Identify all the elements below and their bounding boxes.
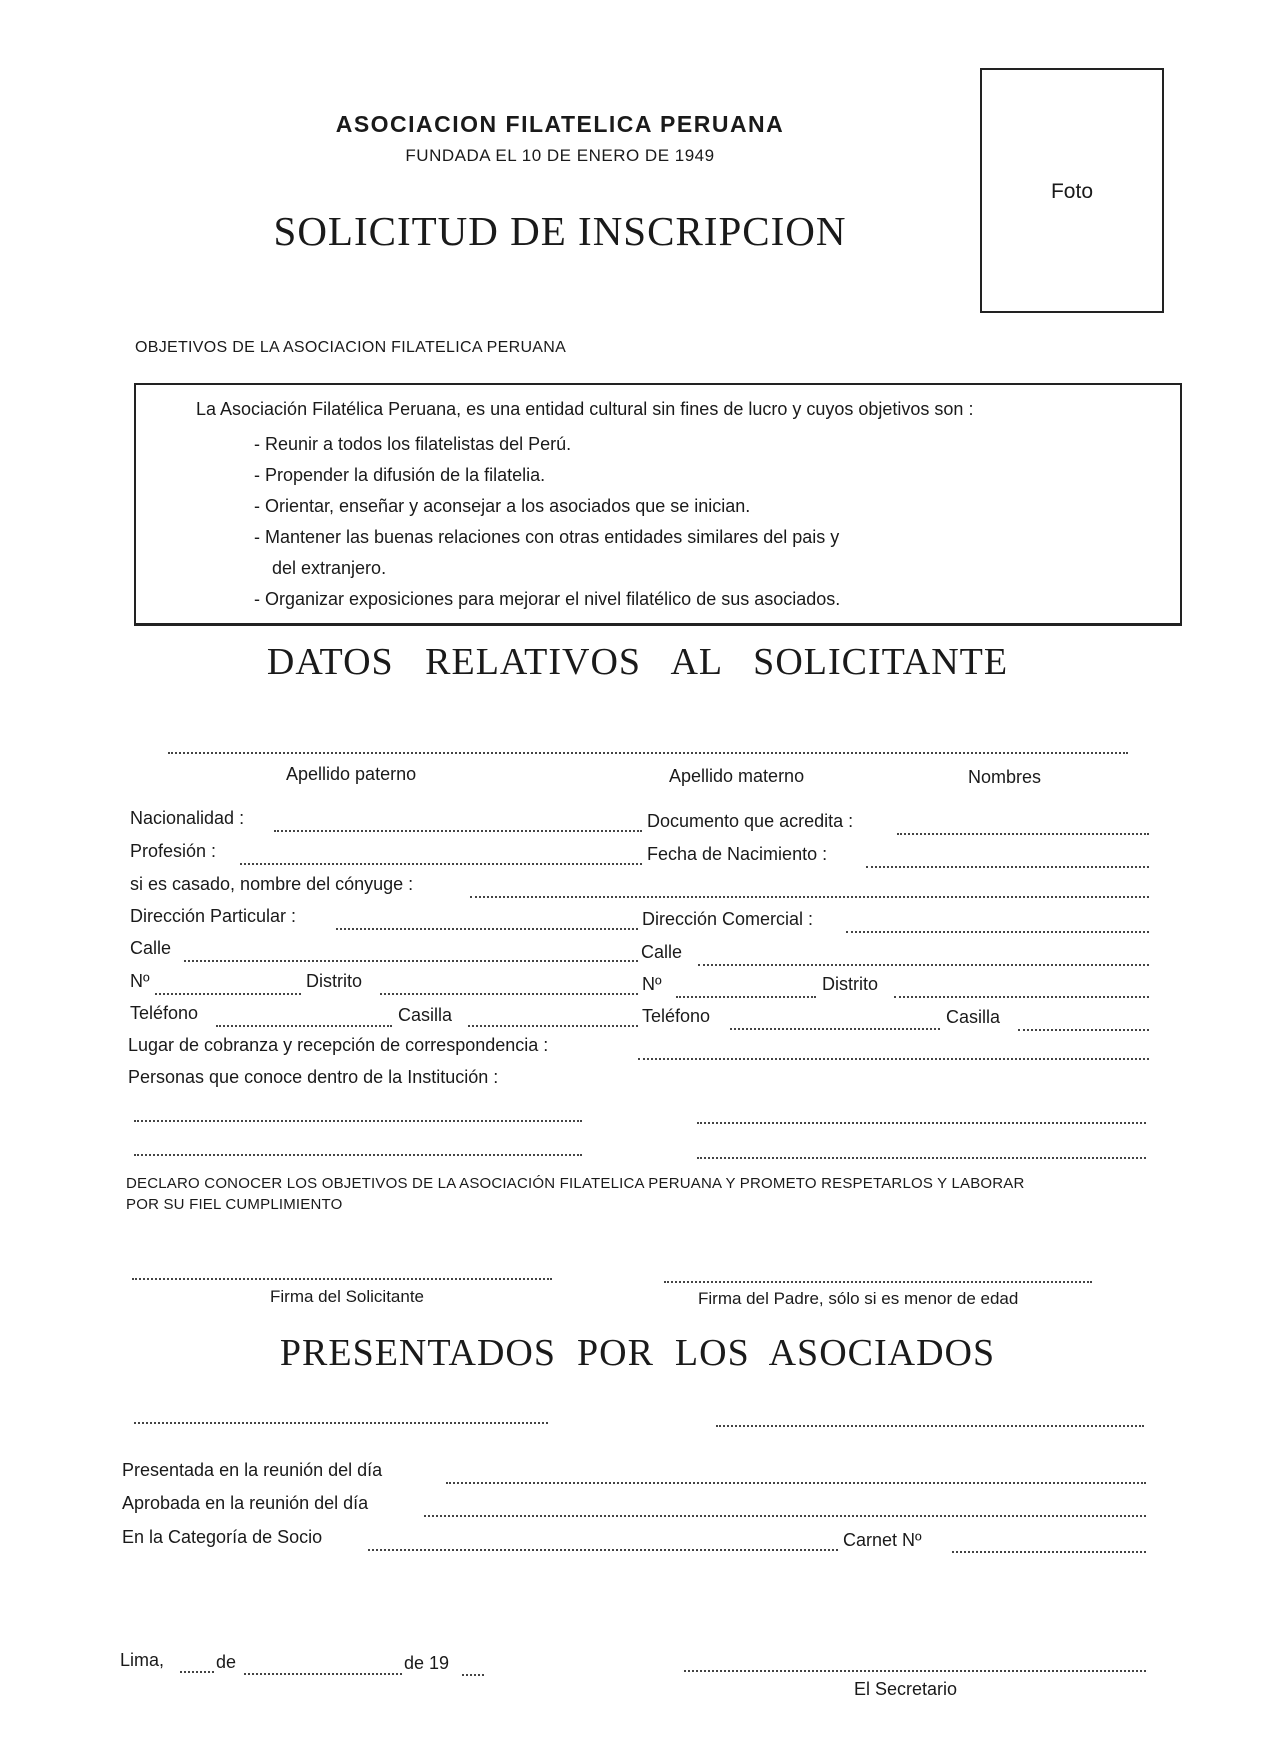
category-field[interactable] bbox=[368, 1549, 838, 1551]
document-label: Documento que acredita : bbox=[647, 811, 854, 831]
objective-continuation: del extranjero. bbox=[272, 558, 387, 578]
day-field[interactable] bbox=[180, 1671, 214, 1673]
business-phone-field[interactable] bbox=[730, 1028, 940, 1030]
founded-date: FUNDADA EL 10 DE ENERO DE 1949 bbox=[405, 146, 715, 165]
birth-date-label: Fecha de Nacimiento : bbox=[647, 844, 828, 864]
member-signature-line[interactable] bbox=[716, 1425, 1144, 1427]
de-label-1: de bbox=[216, 1652, 237, 1672]
declaration-line-2: POR SU FIEL CUMPLIMIENTO bbox=[126, 1196, 343, 1213]
objective-item-continued bbox=[254, 553, 840, 584]
objective-item: - Orientar, enseñar y aconsejar a los asociados que se inician. bbox=[254, 496, 751, 516]
phone-label: Teléfono bbox=[130, 1003, 199, 1023]
applicant-signature-label: Firma del Solicitante bbox=[270, 1287, 425, 1306]
photo-label: Foto bbox=[1050, 180, 1094, 203]
photo-box[interactable] bbox=[980, 68, 1164, 313]
business-po-box-label: Casilla bbox=[946, 1007, 1001, 1027]
father-signature-label: Firma del Padre, sólo si es menor de edad bbox=[698, 1289, 1019, 1308]
business-district-field[interactable] bbox=[894, 996, 1149, 998]
nationality-label: Nacionalidad : bbox=[130, 808, 245, 828]
po-box-field[interactable] bbox=[468, 1025, 638, 1027]
approved-at-field[interactable] bbox=[424, 1515, 1146, 1517]
known-person-field[interactable] bbox=[697, 1157, 1146, 1159]
street-label: Calle bbox=[130, 938, 172, 958]
spouse-label: si es casado, nombre del cónyuge : bbox=[130, 874, 414, 894]
home-address-field[interactable] bbox=[336, 928, 638, 930]
nationality-field[interactable] bbox=[274, 830, 642, 832]
district-field[interactable] bbox=[380, 993, 638, 995]
business-street-label: Calle bbox=[641, 942, 683, 962]
known-person-field[interactable] bbox=[134, 1154, 582, 1156]
known-person-field[interactable] bbox=[134, 1120, 582, 1122]
business-number-label: Nº bbox=[642, 974, 662, 994]
business-address-label: Dirección Comercial : bbox=[642, 909, 814, 929]
applicant-signature-line[interactable] bbox=[132, 1278, 552, 1280]
card-number-label: Carnet Nº bbox=[843, 1530, 922, 1550]
business-address-field[interactable] bbox=[846, 931, 1149, 933]
number-field[interactable] bbox=[155, 993, 301, 995]
full-name-line[interactable] bbox=[168, 752, 1128, 754]
known-persons-label: Personas que conoce dentro de la Institución : bbox=[128, 1067, 499, 1087]
objective-item: - Reunir a todos los filatelistas del Perú. bbox=[254, 434, 572, 454]
objectives-list bbox=[254, 429, 840, 615]
father-signature-line[interactable] bbox=[664, 1281, 1092, 1283]
phone-field[interactable] bbox=[216, 1025, 392, 1027]
home-address-label: Dirección Particular : bbox=[130, 906, 297, 926]
presented-section-title: PRESENTADOS POR LOS ASOCIADOS bbox=[279, 1332, 996, 1374]
number-label: Nº bbox=[130, 971, 150, 991]
business-district-label: Distrito bbox=[822, 974, 879, 994]
business-number-field[interactable] bbox=[676, 996, 816, 998]
maternal-surname-label: Apellido materno bbox=[669, 766, 805, 786]
district-label: Distrito bbox=[306, 971, 363, 991]
approved-at-label: Aprobada en la reunión del día bbox=[122, 1493, 369, 1513]
de-label-2: de 19 bbox=[404, 1653, 450, 1673]
birth-date-field[interactable] bbox=[866, 866, 1149, 868]
presented-at-label: Presentada en la reunión del día bbox=[122, 1460, 383, 1480]
billing-place-label: Lugar de cobranza y recepción de correspondencia : bbox=[128, 1035, 549, 1055]
spouse-field[interactable] bbox=[470, 896, 1149, 898]
objectives-box bbox=[134, 383, 1182, 626]
business-po-box-field[interactable] bbox=[1018, 1029, 1149, 1031]
month-field[interactable] bbox=[244, 1673, 402, 1675]
paternal-surname-label: Apellido paterno bbox=[286, 764, 417, 784]
category-label: En la Categoría de Socio bbox=[122, 1527, 323, 1547]
place-label: Lima, bbox=[120, 1650, 165, 1670]
declaration-line-1: DECLARO CONOCER LOS OBJETIVOS DE LA ASOCIACIÓN FILATELICA PERUANA Y PROMETO RESPETARLOS Y LABORAR bbox=[126, 1175, 1025, 1192]
organization-name: ASOCIACION FILATELICA PERUANA bbox=[335, 111, 785, 137]
business-street-field[interactable] bbox=[698, 964, 1149, 966]
business-phone-label: Teléfono bbox=[642, 1006, 711, 1026]
street-field[interactable] bbox=[184, 960, 638, 962]
member-signature-line[interactable] bbox=[134, 1422, 548, 1424]
profession-field[interactable] bbox=[240, 863, 642, 865]
year-field[interactable] bbox=[462, 1674, 484, 1676]
objective-item: - Organizar exposiciones para mejorar el nivel filatélico de sus asociados. bbox=[254, 589, 841, 609]
form-title: SOLICITUD DE INSCRIPCION bbox=[273, 208, 847, 254]
po-box-label: Casilla bbox=[398, 1005, 453, 1025]
profession-label: Profesión : bbox=[130, 841, 217, 861]
known-person-field[interactable] bbox=[697, 1122, 1146, 1124]
presented-at-field[interactable] bbox=[446, 1482, 1146, 1484]
document-field[interactable] bbox=[897, 833, 1149, 835]
secretary-label: El Secretario bbox=[854, 1679, 958, 1699]
billing-place-field[interactable] bbox=[638, 1058, 1149, 1060]
applicant-section-title: DATOS RELATIVOS AL SOLICITANTE bbox=[266, 641, 1009, 683]
objective-item: - Mantener las buenas relaciones con otras entidades similares del pais y bbox=[254, 527, 840, 547]
objective-item: - Propender la difusión de la filatelia. bbox=[254, 465, 546, 485]
objectives-heading: OBJETIVOS DE LA ASOCIACION FILATELICA PERUANA bbox=[135, 339, 567, 356]
card-number-field[interactable] bbox=[952, 1551, 1146, 1553]
secretary-signature-line[interactable] bbox=[684, 1670, 1146, 1672]
objectives-intro: La Asociación Filatélica Peruana, es una entidad cultural sin fines de lucro y cuyos objetivos son : bbox=[196, 399, 974, 419]
given-names-label: Nombres bbox=[968, 767, 1042, 787]
